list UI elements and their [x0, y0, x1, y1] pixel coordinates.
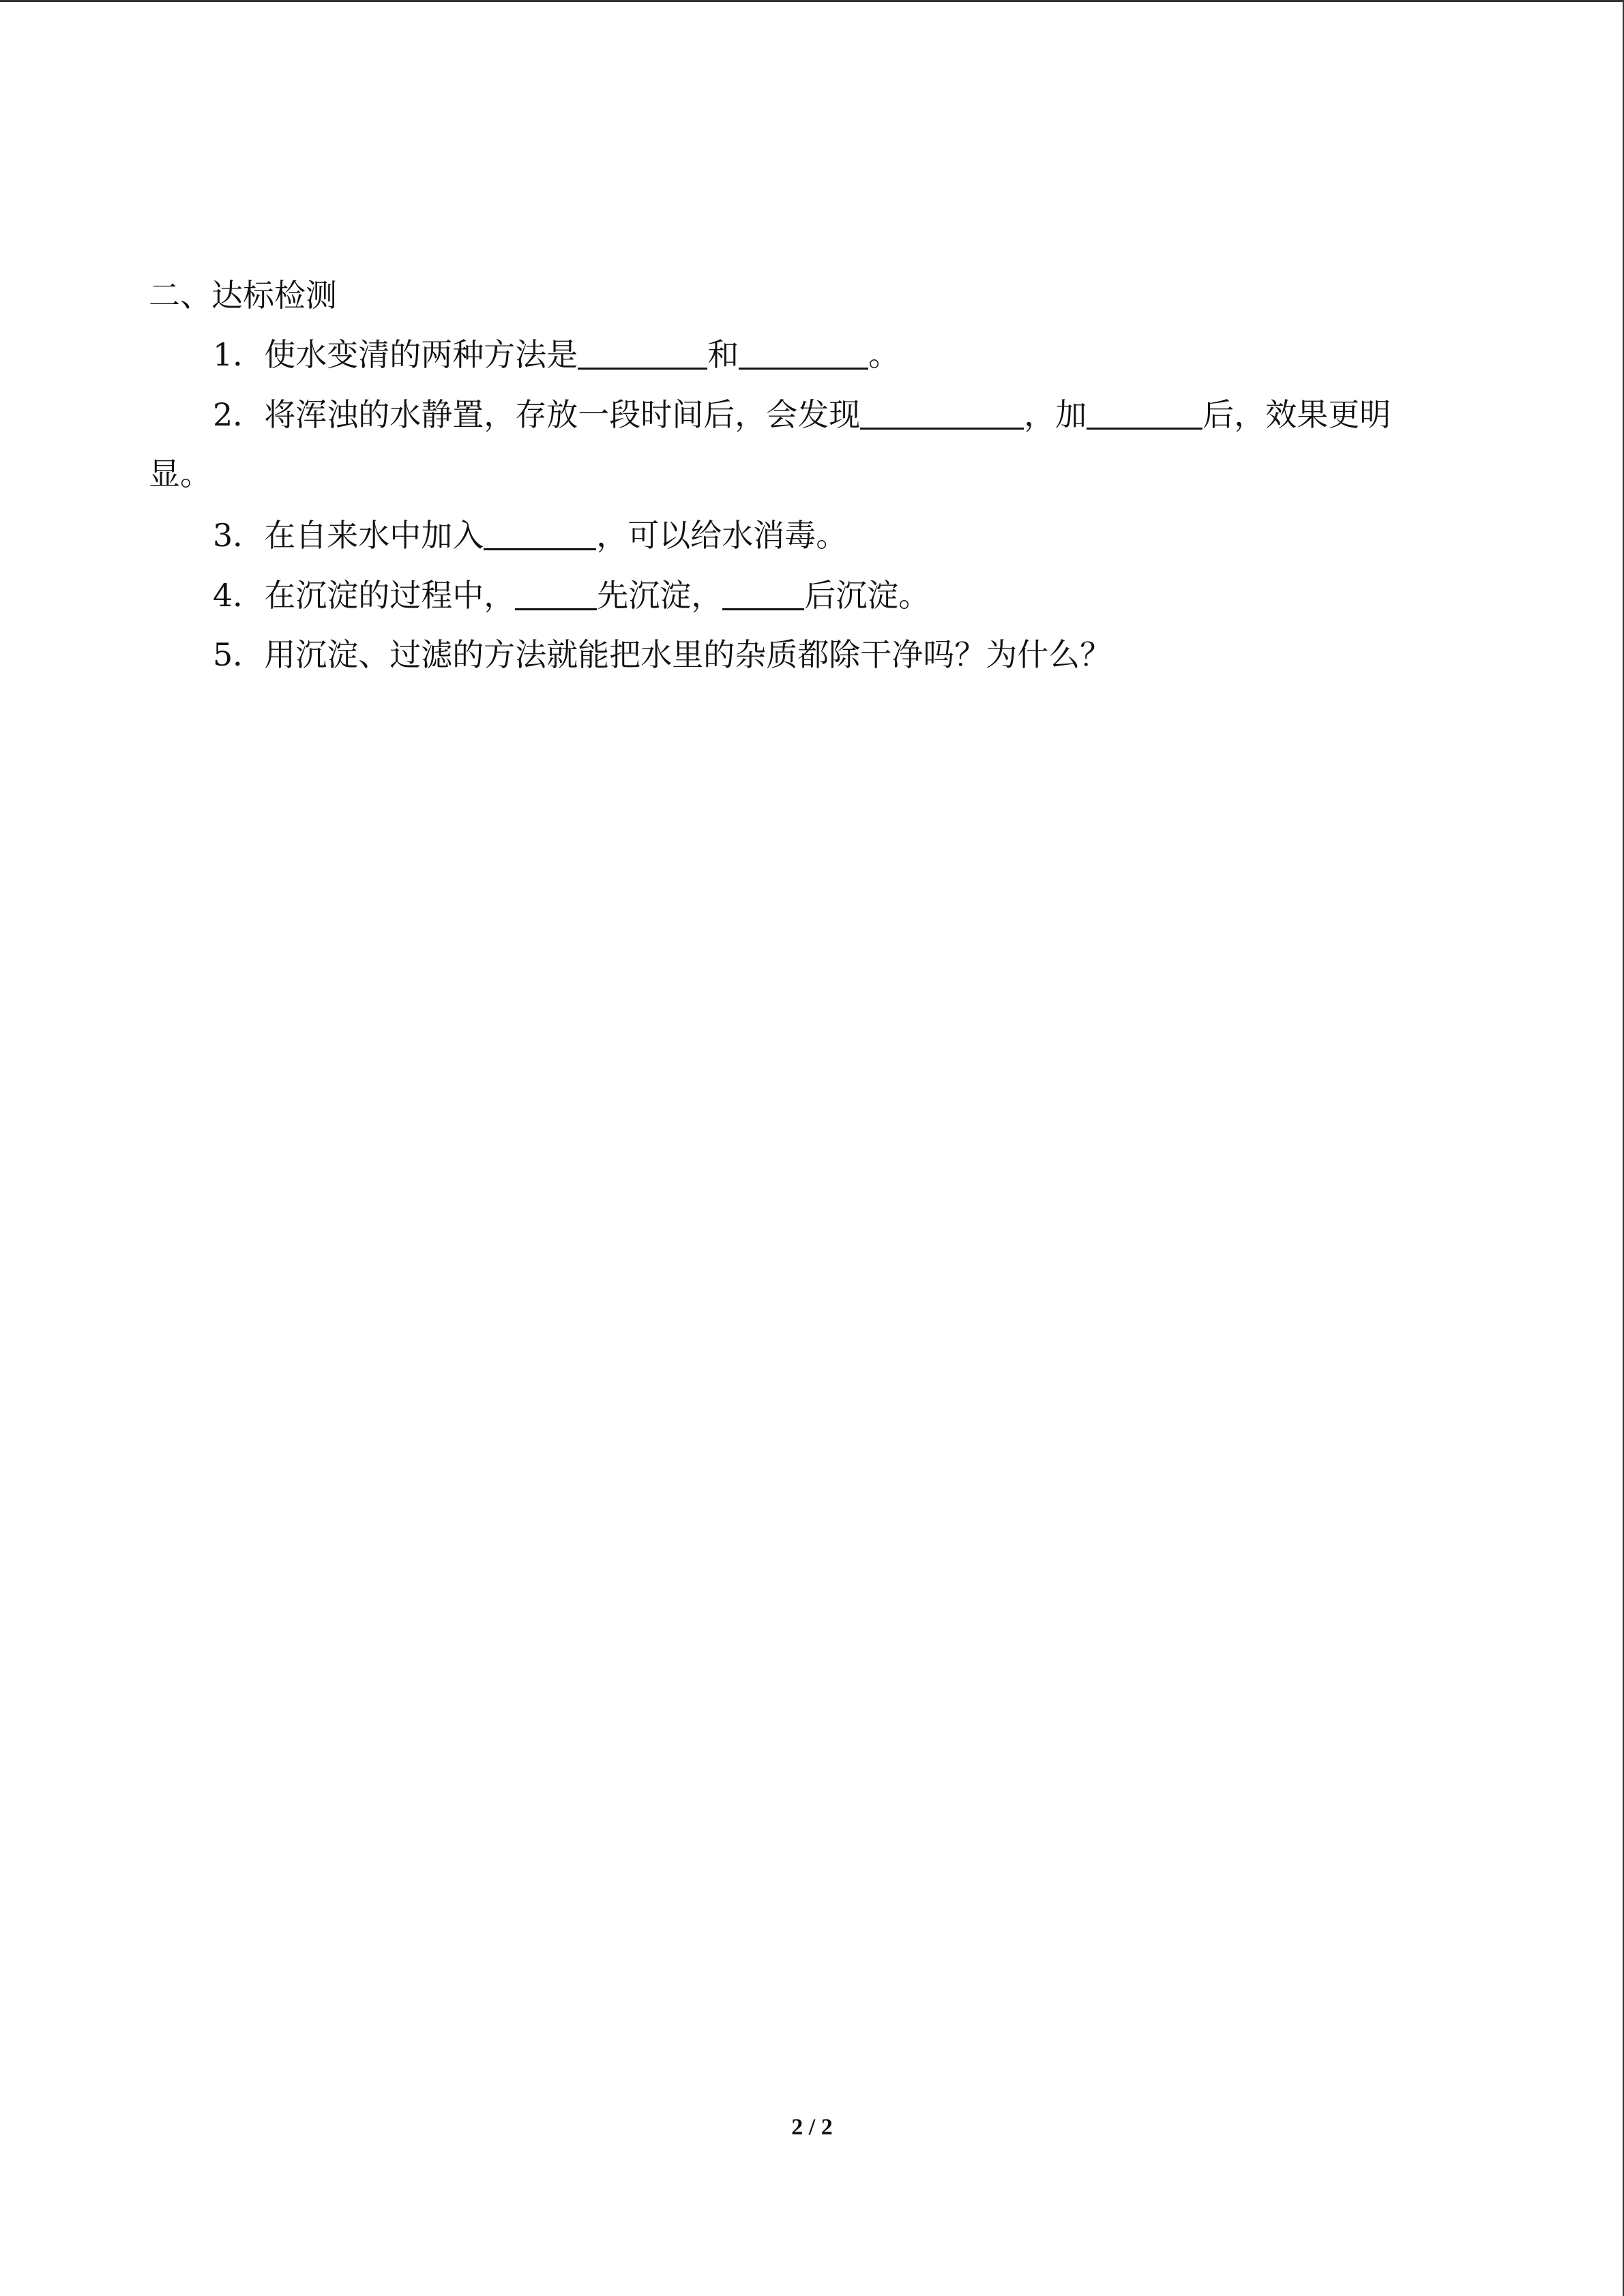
question-3	[213, 515, 847, 556]
question-4-blank-1[interactable]	[515, 577, 597, 610]
page-number: 2 / 2	[791, 2115, 833, 2140]
question-3-text-b: ，可以给水消毒。	[596, 517, 848, 554]
question-1-blank-2[interactable]	[739, 336, 868, 370]
question-2-text-a: 2．将浑浊的水静置，存放一段时间后，会发现	[213, 396, 861, 433]
question-4-text-c: 后沉淀。	[804, 577, 930, 614]
question-4	[213, 575, 930, 616]
question-1-text-b: 和	[707, 336, 739, 373]
question-5-text: 5．用沉淀、过滤的方法就能把水里的杂质都除干净吗？为什么？	[213, 636, 1112, 673]
question-1-text-a: 1．使水变清的两种方法是	[213, 336, 578, 373]
question-4-blank-2[interactable]	[722, 577, 804, 610]
question-1-text-c: 。	[868, 336, 900, 373]
section-heading: 二、达标检测	[149, 277, 337, 314]
question-3-blank-1[interactable]	[484, 517, 596, 550]
question-1-blank-1[interactable]	[578, 336, 707, 370]
question-2-blank-1[interactable]	[860, 396, 1024, 430]
question-2-text-c: 后，效果更明	[1202, 396, 1391, 433]
question-4-text-b: 先沉淀，	[597, 577, 723, 614]
question-4-text-a: 4．在沉淀的过程中，	[213, 577, 516, 614]
question-2-continuation: 显。	[149, 456, 211, 492]
question-3-text-a: 3．在自来水中加入	[213, 517, 484, 554]
question-2-blank-2[interactable]	[1087, 396, 1202, 430]
question-5	[213, 634, 1111, 675]
question-1	[213, 334, 900, 375]
question-2-text-b: ，加	[1024, 396, 1087, 433]
question-2	[213, 394, 1391, 435]
